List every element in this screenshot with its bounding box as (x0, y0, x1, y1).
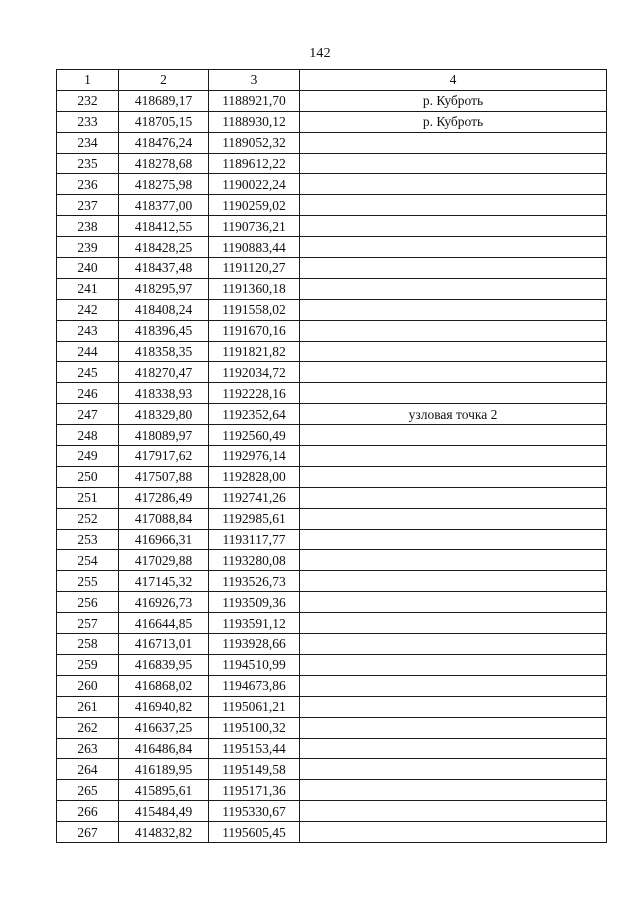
x-coordinate-cell: 418329,80 (119, 404, 209, 425)
point-number-cell: 267 (57, 822, 119, 843)
description-cell (300, 195, 607, 216)
point-number-cell: 247 (57, 404, 119, 425)
table-row (57, 738, 607, 759)
description-cell (300, 654, 607, 675)
point-number-cell: 255 (57, 571, 119, 592)
table-row (57, 634, 607, 655)
description-cell (300, 425, 607, 446)
table-row (57, 613, 607, 634)
x-coordinate-cell: 417917,62 (119, 446, 209, 467)
column-header-1: 1 (57, 70, 119, 91)
table-row (57, 508, 607, 529)
table-header (57, 70, 607, 91)
y-coordinate-cell: 1192976,14 (209, 446, 300, 467)
x-coordinate-cell: 418377,00 (119, 195, 209, 216)
description-cell (300, 174, 607, 195)
point-number-cell: 265 (57, 780, 119, 801)
point-number-cell: 263 (57, 738, 119, 759)
y-coordinate-cell: 1195100,32 (209, 717, 300, 738)
table-row (57, 341, 607, 362)
point-number-cell: 235 (57, 153, 119, 174)
y-coordinate-cell: 1190736,21 (209, 216, 300, 237)
y-coordinate-cell: 1192985,61 (209, 508, 300, 529)
x-coordinate-cell: 416926,73 (119, 592, 209, 613)
header-row (57, 70, 607, 91)
table-row (57, 278, 607, 299)
x-coordinate-cell: 416868,02 (119, 675, 209, 696)
x-coordinate-cell: 418408,24 (119, 299, 209, 320)
x-coordinate-cell: 417145,32 (119, 571, 209, 592)
y-coordinate-cell: 1189612,22 (209, 153, 300, 174)
table-row (57, 153, 607, 174)
table-row (57, 550, 607, 571)
y-coordinate-cell: 1195605,45 (209, 822, 300, 843)
point-number-cell: 241 (57, 278, 119, 299)
description-cell: р. Куброть (300, 90, 607, 111)
y-coordinate-cell: 1192741,26 (209, 487, 300, 508)
x-coordinate-cell: 417029,88 (119, 550, 209, 571)
y-coordinate-cell: 1193591,12 (209, 613, 300, 634)
x-coordinate-cell: 418428,25 (119, 237, 209, 258)
description-cell (300, 508, 607, 529)
description-cell (300, 237, 607, 258)
description-cell (300, 320, 607, 341)
description-cell (300, 571, 607, 592)
description-cell (300, 299, 607, 320)
description-cell (300, 696, 607, 717)
point-number-cell: 262 (57, 717, 119, 738)
table-row (57, 299, 607, 320)
point-number-cell: 258 (57, 634, 119, 655)
description-cell (300, 362, 607, 383)
y-coordinate-cell: 1195330,67 (209, 801, 300, 822)
table-row (57, 466, 607, 487)
description-cell (300, 592, 607, 613)
y-coordinate-cell: 1193526,73 (209, 571, 300, 592)
table-row (57, 529, 607, 550)
table-row (57, 404, 607, 425)
y-coordinate-cell: 1194510,99 (209, 654, 300, 675)
point-number-cell: 257 (57, 613, 119, 634)
description-cell (300, 258, 607, 279)
point-number-cell: 236 (57, 174, 119, 195)
y-coordinate-cell: 1193509,36 (209, 592, 300, 613)
point-number-cell: 250 (57, 466, 119, 487)
table-row (57, 801, 607, 822)
x-coordinate-cell: 415484,49 (119, 801, 209, 822)
table-row (57, 696, 607, 717)
description-cell (300, 341, 607, 362)
y-coordinate-cell: 1191670,16 (209, 320, 300, 341)
table-row (57, 592, 607, 613)
point-number-cell: 266 (57, 801, 119, 822)
table-row (57, 675, 607, 696)
x-coordinate-cell: 418412,55 (119, 216, 209, 237)
description-cell (300, 550, 607, 571)
table-row (57, 571, 607, 592)
table-row (57, 195, 607, 216)
y-coordinate-cell: 1190259,02 (209, 195, 300, 216)
y-coordinate-cell: 1188921,70 (209, 90, 300, 111)
point-number-cell: 251 (57, 487, 119, 508)
x-coordinate-cell: 416839,95 (119, 654, 209, 675)
x-coordinate-cell: 417507,88 (119, 466, 209, 487)
point-number-cell: 249 (57, 446, 119, 467)
table-row (57, 780, 607, 801)
description-cell: узловая точка 2 (300, 404, 607, 425)
point-number-cell: 242 (57, 299, 119, 320)
description-cell (300, 801, 607, 822)
table-row (57, 654, 607, 675)
point-number-cell: 245 (57, 362, 119, 383)
table-row (57, 822, 607, 843)
y-coordinate-cell: 1195153,44 (209, 738, 300, 759)
x-coordinate-cell: 418689,17 (119, 90, 209, 111)
description-cell (300, 613, 607, 634)
point-number-cell: 237 (57, 195, 119, 216)
x-coordinate-cell: 416713,01 (119, 634, 209, 655)
point-number-cell: 264 (57, 759, 119, 780)
x-coordinate-cell: 416644,85 (119, 613, 209, 634)
y-coordinate-cell: 1195149,58 (209, 759, 300, 780)
description-cell (300, 278, 607, 299)
y-coordinate-cell: 1189052,32 (209, 132, 300, 153)
point-number-cell: 246 (57, 383, 119, 404)
y-coordinate-cell: 1192560,49 (209, 425, 300, 446)
x-coordinate-cell: 418437,48 (119, 258, 209, 279)
column-header-2: 2 (119, 70, 209, 91)
x-coordinate-cell: 418278,68 (119, 153, 209, 174)
y-coordinate-cell: 1192352,64 (209, 404, 300, 425)
table-row (57, 90, 607, 111)
description-cell (300, 780, 607, 801)
description-cell (300, 529, 607, 550)
point-number-cell: 232 (57, 90, 119, 111)
y-coordinate-cell: 1192828,00 (209, 466, 300, 487)
description-cell (300, 759, 607, 780)
page-number: 142 (309, 46, 331, 61)
column-header-3: 3 (209, 70, 300, 91)
x-coordinate-cell: 416637,25 (119, 717, 209, 738)
point-number-cell: 244 (57, 341, 119, 362)
x-coordinate-cell: 414832,82 (119, 822, 209, 843)
y-coordinate-cell: 1192034,72 (209, 362, 300, 383)
point-number-cell: 234 (57, 132, 119, 153)
table-row (57, 362, 607, 383)
description-cell (300, 822, 607, 843)
x-coordinate-cell: 418089,97 (119, 425, 209, 446)
x-coordinate-cell: 417088,84 (119, 508, 209, 529)
y-coordinate-cell: 1191360,18 (209, 278, 300, 299)
table-row (57, 237, 607, 258)
table-row (57, 320, 607, 341)
point-number-cell: 239 (57, 237, 119, 258)
point-number-cell: 261 (57, 696, 119, 717)
x-coordinate-cell: 416966,31 (119, 529, 209, 550)
table-row (57, 759, 607, 780)
table-row (57, 258, 607, 279)
table-row (57, 216, 607, 237)
point-number-cell: 233 (57, 111, 119, 132)
description-cell: р. Куброть (300, 111, 607, 132)
y-coordinate-cell: 1188930,12 (209, 111, 300, 132)
x-coordinate-cell: 418705,15 (119, 111, 209, 132)
y-coordinate-cell: 1190883,44 (209, 237, 300, 258)
point-number-cell: 240 (57, 258, 119, 279)
table-row (57, 487, 607, 508)
y-coordinate-cell: 1191821,82 (209, 341, 300, 362)
x-coordinate-cell: 416486,84 (119, 738, 209, 759)
table-row (57, 111, 607, 132)
point-number-cell: 248 (57, 425, 119, 446)
point-number-cell: 259 (57, 654, 119, 675)
y-coordinate-cell: 1193117,77 (209, 529, 300, 550)
description-cell (300, 487, 607, 508)
x-coordinate-cell: 418338,93 (119, 383, 209, 404)
x-coordinate-cell: 418295,97 (119, 278, 209, 299)
description-cell (300, 634, 607, 655)
description-cell (300, 132, 607, 153)
point-number-cell: 256 (57, 592, 119, 613)
x-coordinate-cell: 418270,47 (119, 362, 209, 383)
x-coordinate-cell: 416940,82 (119, 696, 209, 717)
point-number-cell: 243 (57, 320, 119, 341)
description-cell (300, 466, 607, 487)
table-row (57, 425, 607, 446)
x-coordinate-cell: 417286,49 (119, 487, 209, 508)
x-coordinate-cell: 418396,45 (119, 320, 209, 341)
x-coordinate-cell: 418275,98 (119, 174, 209, 195)
point-number-cell: 253 (57, 529, 119, 550)
y-coordinate-cell: 1194673,86 (209, 675, 300, 696)
table-row (57, 446, 607, 467)
table-row (57, 174, 607, 195)
description-cell (300, 153, 607, 174)
description-cell (300, 383, 607, 404)
description-cell (300, 446, 607, 467)
column-header-4: 4 (300, 70, 607, 91)
table-row (57, 383, 607, 404)
y-coordinate-cell: 1193280,08 (209, 550, 300, 571)
description-cell (300, 216, 607, 237)
point-number-cell: 254 (57, 550, 119, 571)
y-coordinate-cell: 1192228,16 (209, 383, 300, 404)
table-row (57, 132, 607, 153)
x-coordinate-cell: 418358,35 (119, 341, 209, 362)
description-cell (300, 675, 607, 696)
description-cell (300, 738, 607, 759)
x-coordinate-cell: 415895,61 (119, 780, 209, 801)
table-row (57, 717, 607, 738)
y-coordinate-cell: 1195061,21 (209, 696, 300, 717)
x-coordinate-cell: 418476,24 (119, 132, 209, 153)
y-coordinate-cell: 1195171,36 (209, 780, 300, 801)
y-coordinate-cell: 1193928,66 (209, 634, 300, 655)
y-coordinate-cell: 1190022,24 (209, 174, 300, 195)
point-number-cell: 238 (57, 216, 119, 237)
y-coordinate-cell: 1191558,02 (209, 299, 300, 320)
x-coordinate-cell: 416189,95 (119, 759, 209, 780)
point-number-cell: 260 (57, 675, 119, 696)
description-cell (300, 717, 607, 738)
coordinates-table (56, 69, 607, 843)
y-coordinate-cell: 1191120,27 (209, 258, 300, 279)
point-number-cell: 252 (57, 508, 119, 529)
table-body (57, 90, 607, 842)
